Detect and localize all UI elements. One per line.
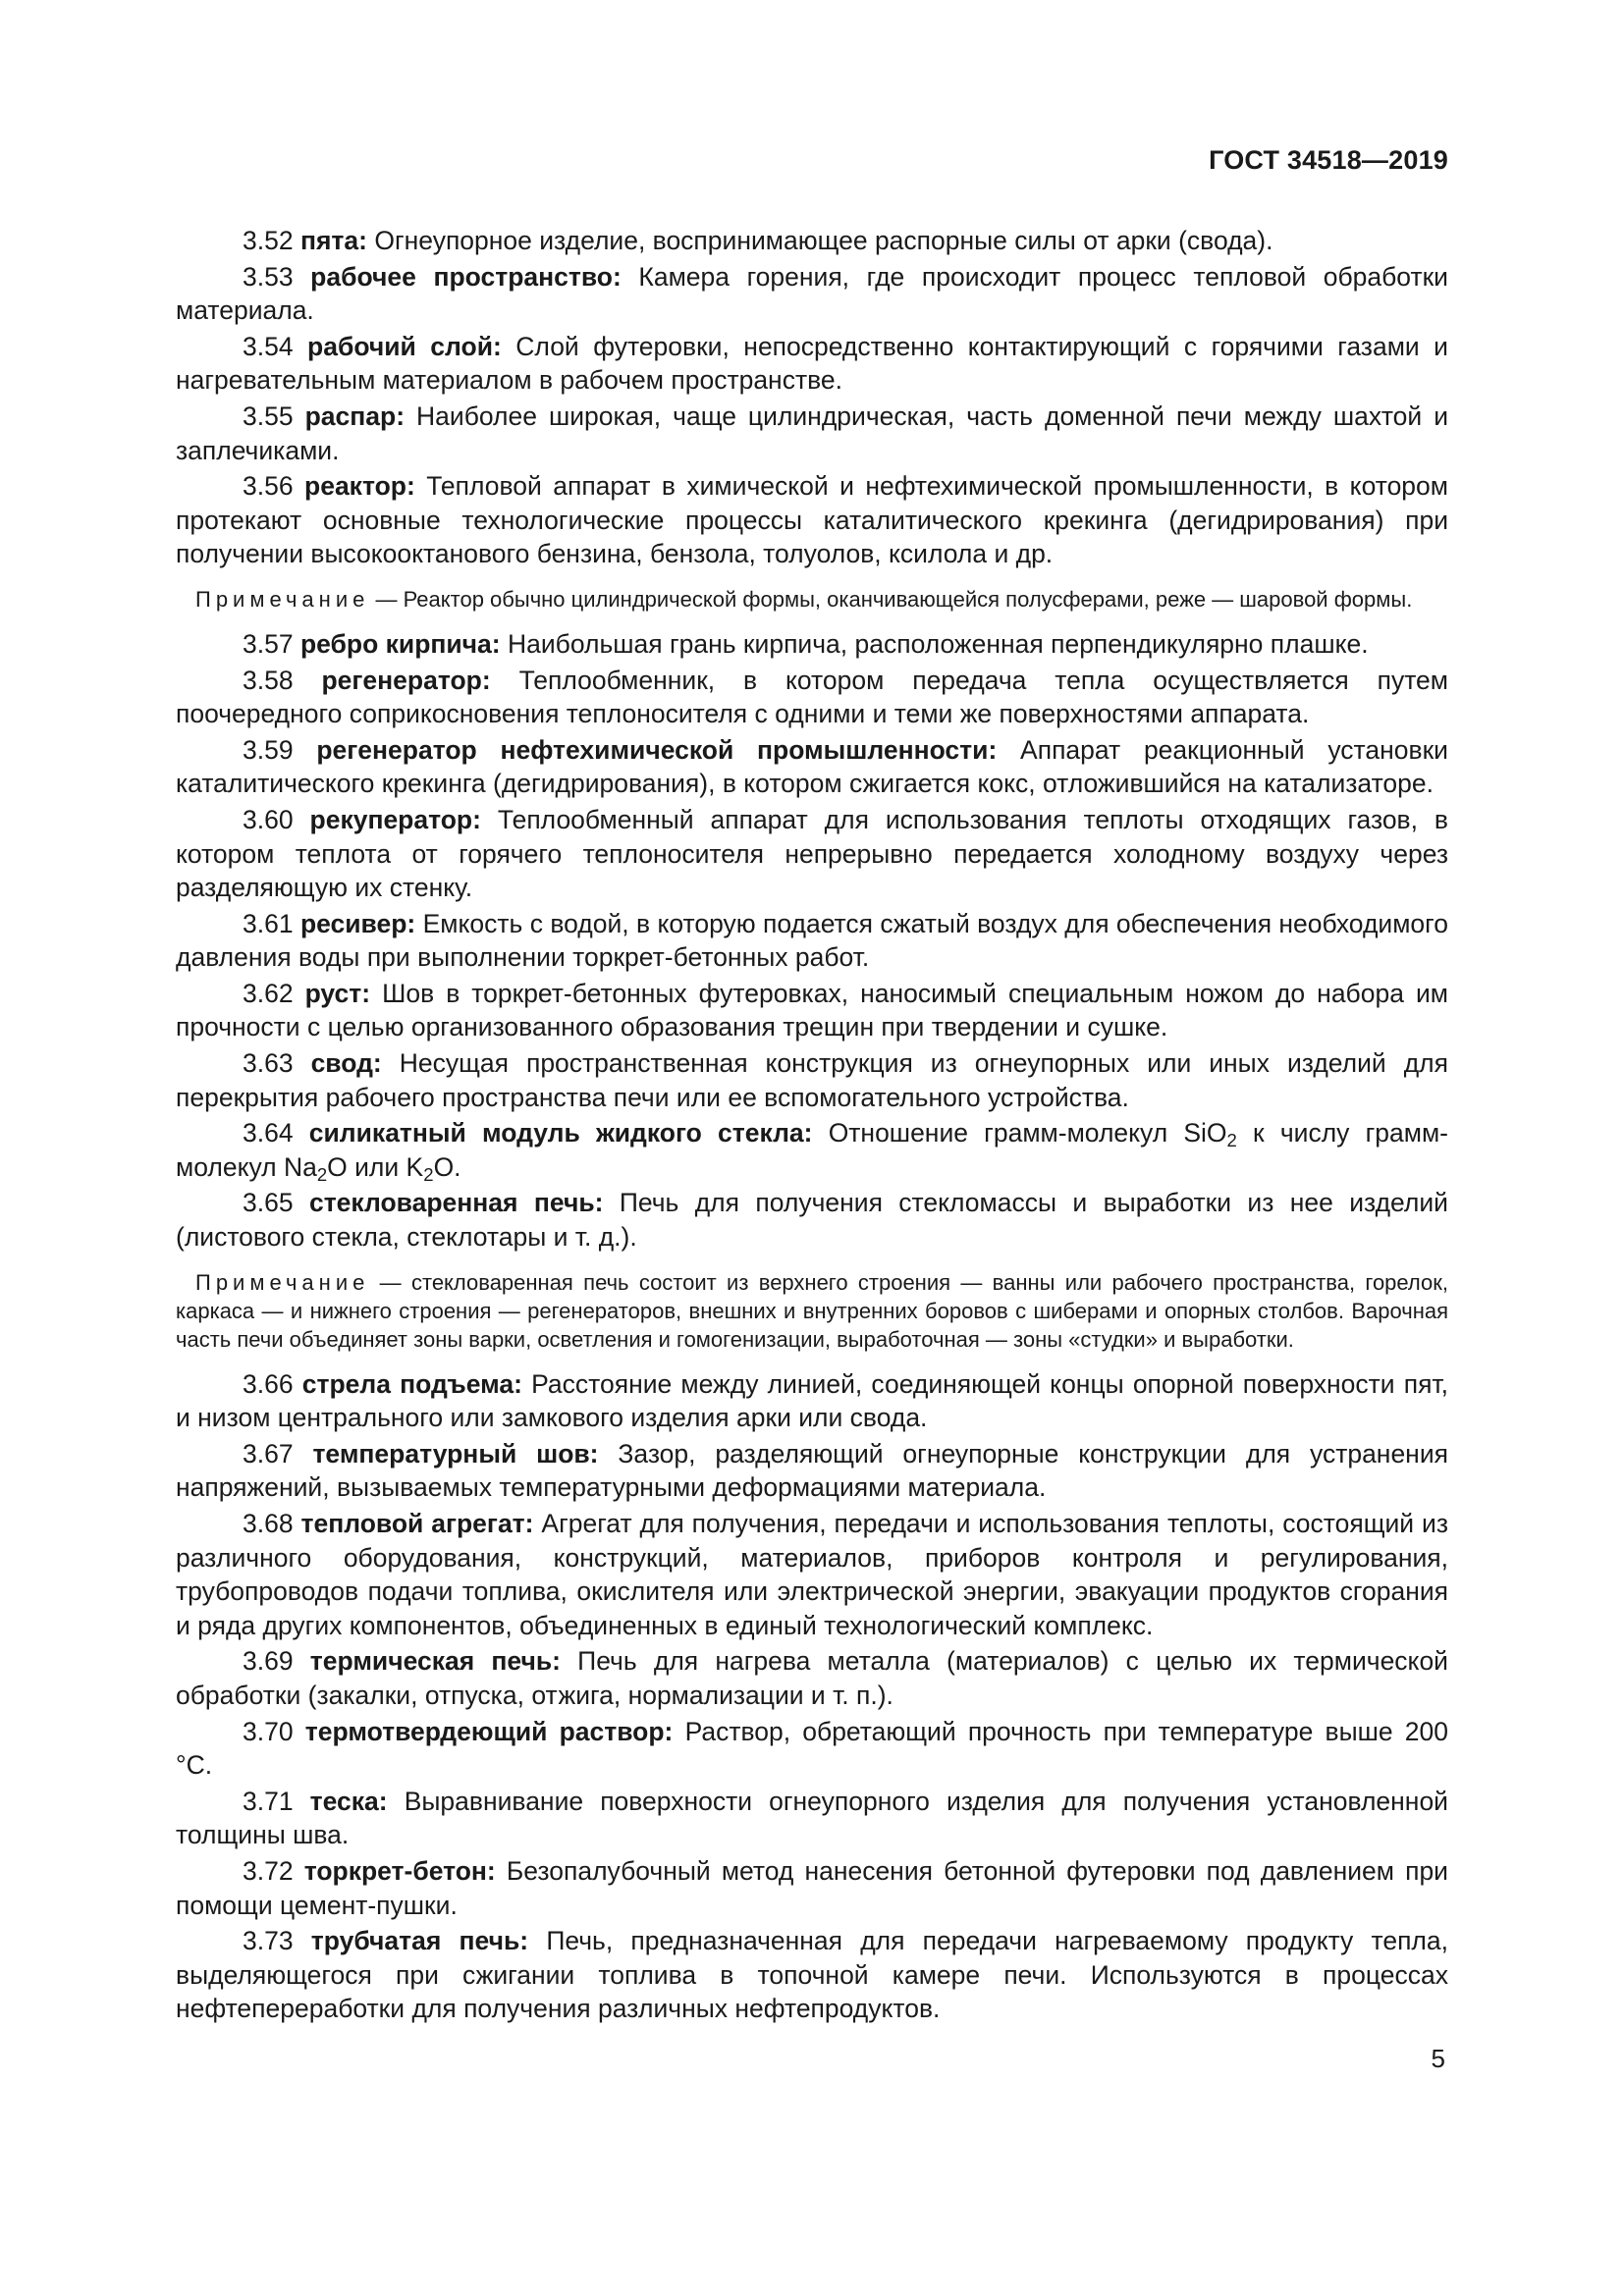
term-definition: Печь, предназначенная для передачи нагреваемому продукту тепла, выделяющегося при сжигании топлива в топочной камере печи. Используются в процессах нефтепереработки для получения различных нефтепродуктов. xyxy=(176,1926,1448,2024)
term-name: рабочий слой: xyxy=(307,331,502,361)
term-name: ресивер: xyxy=(299,908,416,938)
term-entry: 3.70 термотвердеющий раствор: Раствор, обретающий прочность при температуре выше 200 °С. xyxy=(176,1716,1449,1781)
term-entry: 3.61 ресивер: Емкость с водой, в которую подается сжатый воздух для обеспечения необходимого давления воды при выполнении торкрет-бетонных работ. xyxy=(176,908,1448,973)
term-entry: 3.60 рекуператор: Теплообменный аппарат для использования теплоты отходящих газов, в котором теплота от горячего теплоносителя непрерывно передается холодному воздуху через разделяющую их стенку. xyxy=(176,804,1448,903)
term-entry: 3.67 температурный шов: Зазор, разделяющий огнеупорные конструкции для устранения напряжений, вызываемых температурными деформациями материала. xyxy=(176,1438,1448,1503)
term-definition: Раствор, обретающий прочность при температуре выше 200 °С. xyxy=(176,1716,1449,1781)
term-definition: Шов в торкрет-бетонных футеровках, наносимый специальным ножом до набора им прочности с целью организованного образования трещин при твердении и сушке. xyxy=(176,978,1448,1042)
term-entry: 3.54 рабочий слой: Слой футеровки, непосредственно контактирующий с горячими газами и нагревательным материалом в рабочем пространстве. xyxy=(176,331,1448,396)
term-entry: 3.65 стекловаренная печь: Печь для получения стекломассы и выработки из нее изделий (листового стекла, стеклотары и т. д.). xyxy=(176,1188,1448,1253)
term-definition: Выравнивание поверхности огнеупорного изделия для получения установленной толщины шва. xyxy=(176,1786,1448,1850)
term-name: теска: xyxy=(309,1786,388,1816)
term-name: температурный шов: xyxy=(312,1438,599,1468)
term-name: руст: xyxy=(304,978,371,1008)
term-name: регенератор: xyxy=(321,665,491,695)
term-name: распар: xyxy=(304,400,406,431)
term-entry: 3.55 распар: Наиболее широкая, чаще цилиндрическая, часть доменной печи между шахтой и заплечиками. xyxy=(176,400,1448,465)
term-definition: Наибольшая грань кирпича, расположенная перпендикулярно плашке. xyxy=(508,628,1369,659)
term-entry: 3.72 торкрет-бетон: Безопалубочный метод нанесения бетонной футеровки под давлением при помощи цемент-пушки. xyxy=(176,1855,1448,1920)
term-definition: Аппарат реакционный установки каталитического крекинга (дегидрирования), в котором сжигается кокс, отложившийся на катализаторе. xyxy=(176,734,1448,799)
term-entry: 3.57 ребро кирпича: Наибольшая грань кирпича, расположенная перпендикулярно плашке. xyxy=(243,628,1369,659)
note-text: — Реактор обычно цилиндрической формы, оканчивающейся полусферами, реже — шаровой формы. xyxy=(375,586,1413,612)
note xyxy=(176,585,1448,614)
term-name: реактор: xyxy=(304,471,415,502)
term-name: рекуператор: xyxy=(309,804,481,834)
term-definition: Зазор, разделяющий огнеупорные конструкции для устранения напряжений, вызываемых температурными деформациями материала. xyxy=(176,1438,1448,1503)
term-name: ребро кирпича: xyxy=(299,628,501,659)
term-definition: Огнеупорное изделие, воспринимающее распорные силы от арки (свода). xyxy=(374,226,1273,255)
term-name: тепловой агрегат: xyxy=(300,1509,534,1538)
term-definition: Печь для нагрева металла (материалов) с целью их термической обработки (закалки, отпуска, отжига, нормализации и т. п.). xyxy=(176,1646,1448,1710)
term-entry: 3.66 стрела подъема: Расстояние между линией, соединяющей концы опорной поверхности пят, и низом центрального или замкового изделия арки или свода. xyxy=(176,1368,1448,1433)
term-entry: 3.59 регенератор нефтехимической промышленности: Аппарат реакционный установки каталитического крекинга (дегидрирования), в котором сжигается кокс, отложившийся на катализаторе. xyxy=(176,734,1448,799)
term-definition: Несущая пространственная конструкция из огнеупорных или иных изделий для перекрытия рабочего пространства печи или ее вспомогательного устройства. xyxy=(176,1048,1448,1112)
term-name: силикатный модуль жидкого стекла: xyxy=(308,1118,813,1148)
term-entry: 3.53 рабочее пространство: Камера горения, где происходит процесс тепловой обработки материала. xyxy=(176,261,1448,326)
term-definition: Тепловой аппарат в химической и нефтехимической промышленности, в котором протекают основные технологические процессы каталитического крекинга (дегидрирования) при получении высокооктанового бензина, бензола, толуолов, ксилола и др. xyxy=(176,471,1449,569)
term-entry: 3.71 теска: Выравнивание поверхности огнеупорного изделия для получения установленной толщины шва. xyxy=(176,1786,1448,1850)
term-name: термотвердеющий раствор: xyxy=(304,1716,674,1746)
term-name: трубчатая печь: xyxy=(310,1926,529,1956)
term-entry: 3.63 свод: Несущая пространственная конструкция из огнеупорных или иных изделий для перекрытия рабочего пространства печи или ее вспомогательного устройства. xyxy=(176,1048,1448,1112)
term-name: термическая печь: xyxy=(309,1646,561,1677)
note-label: Примечание xyxy=(195,586,370,612)
term-definition: Наиболее широкая, чаще цилиндрическая, часть доменной печи между шахтой и заплечиками. xyxy=(176,400,1448,465)
term-name: регенератор нефтехимической промышленности: xyxy=(316,734,998,765)
document-header: ГОСТ 34518—2019 xyxy=(1209,145,1448,175)
term-definition: Отношение грамм-молекул SiO$_2$ к числу грамм-молекул $Na_2O$ или $K_2O$. xyxy=(176,1118,1448,1185)
document-body xyxy=(176,224,1448,2028)
term-entry: 3.58 регенератор: Теплообменник, в котором передача тепла осуществляется путем поочередного соприкосновения теплоносителя с одними и теми же поверхностями аппарата. xyxy=(176,665,1448,729)
term-definition: Теплообменник, в котором передача тепла осуществляется путем поочередного соприкосновения теплоносителя с одними и теми же поверхностями аппарата. xyxy=(176,665,1448,729)
term-entry: 3.52 пята: Огнеупорное изделие, воспринимающее распорные силы от арки (свода). xyxy=(243,226,1273,255)
term-entry: 3.68 тепловой агрегат: Агрегат для получения, передачи и использования теплоты, состоящий из различного оборудования, конструкций, материалов, приборов контроля и регулирования, трубопроводов подачи топлива, окислителя или электрической энергии, эвакуации продуктов сгорания и ряда других компонентов, объединенных в единый технологический комплекс. xyxy=(176,1509,1448,1640)
term-definition: Теплообменный аппарат для использования теплоты отходящих газов, в котором теплота от горячего теплоносителя непрерывно передается холодному воздуху через разделяющую их стенку. xyxy=(176,804,1448,903)
term-entry: 3.64 силикатный модуль жидкого стекла: Отношение грамм-молекул SiO$_2$ к числу грамм-молекул $Na_2O$ или $K_2O$. xyxy=(176,1118,1448,1185)
term-name: рабочее пространство: xyxy=(310,261,622,292)
term-entry: 3.69 термическая печь: Печь для нагрева металла (материалов) с целью их термической обработки (закалки, отпуска, отжига, нормализации и т. п.). xyxy=(176,1646,1448,1710)
term-name: стрела подъема: xyxy=(301,1368,522,1399)
note-text: — стекловаренная печь состоит из верхнего строения — ванны или рабочего пространства, горелок, каркаса — и нижнего строения — регенераторов, внешних и внутренних боровов с шиберами и опорных столбов. Варочная часть печи объединяет зоны варки, осветления и гомогенизации, выработочная — зоны «студки» и выработки. xyxy=(176,1269,1448,1352)
term-definition: Расстояние между линией, соединяющей концы опорной поверхности пят, и низом центрального или замкового изделия арки или свода. xyxy=(176,1368,1448,1433)
page-number: 5 xyxy=(1431,2044,1445,2073)
term-entry: 3.62 руст: Шов в торкрет-бетонных футеровках, наносимый специальным ножом до набора им прочности с целью организованного образования трещин при твердении и сушке. xyxy=(176,978,1448,1042)
term-definition: Слой футеровки, непосредственно контактирующий с горячими газами и нагревательным материалом в рабочем пространстве. xyxy=(176,331,1448,396)
term-name: пята: xyxy=(299,226,367,255)
term-name: свод: xyxy=(310,1048,382,1079)
term-definition: Камера горения, где происходит процесс тепловой обработки материала. xyxy=(176,261,1448,326)
term-entry: 3.73 трубчатая печь: Печь, предназначенная для передачи нагреваемому продукту тепла, выделяющегося при сжигании топлива в топочной камере печи. Используются в процессах нефтепереработки для получения различных нефтепродуктов. xyxy=(176,1926,1448,2024)
term-entry: 3.56 реактор: Тепловой аппарат в химической и нефтехимической промышленности, в котором протекают основные технологические процессы каталитического крекинга (дегидрирования) при получении высокооктанового бензина, бензола, толуолов, ксилола и др. xyxy=(176,471,1449,569)
term-definition: Печь для получения стекломассы и выработки из нее изделий (листового стекла, стеклотары и т. д.). xyxy=(176,1188,1448,1253)
note xyxy=(176,1268,1448,1354)
term-name: торкрет-бетон: xyxy=(303,1855,496,1886)
term-definition: Безопалубочный метод нанесения бетонной футеровки под давлением при помощи цемент-пушки. xyxy=(176,1855,1448,1920)
term-definition: Емкость с водой, в которую подается сжатый воздух для обеспечения необходимого давления воды при выполнении торкрет-бетонных работ. xyxy=(176,908,1448,973)
term-name: стекловаренная печь: xyxy=(308,1188,604,1218)
term-definition: Агрегат для получения, передачи и использования теплоты, состоящий из различного оборудования, конструкций, материалов, приборов контроля и регулирования, трубопроводов подачи топлива, окислителя или электрической энергии, эвакуации продуктов сгорания и ряда других компонентов, объединенных в единый технологический комплекс. xyxy=(176,1509,1448,1640)
note-label: Примечание xyxy=(195,1269,370,1295)
